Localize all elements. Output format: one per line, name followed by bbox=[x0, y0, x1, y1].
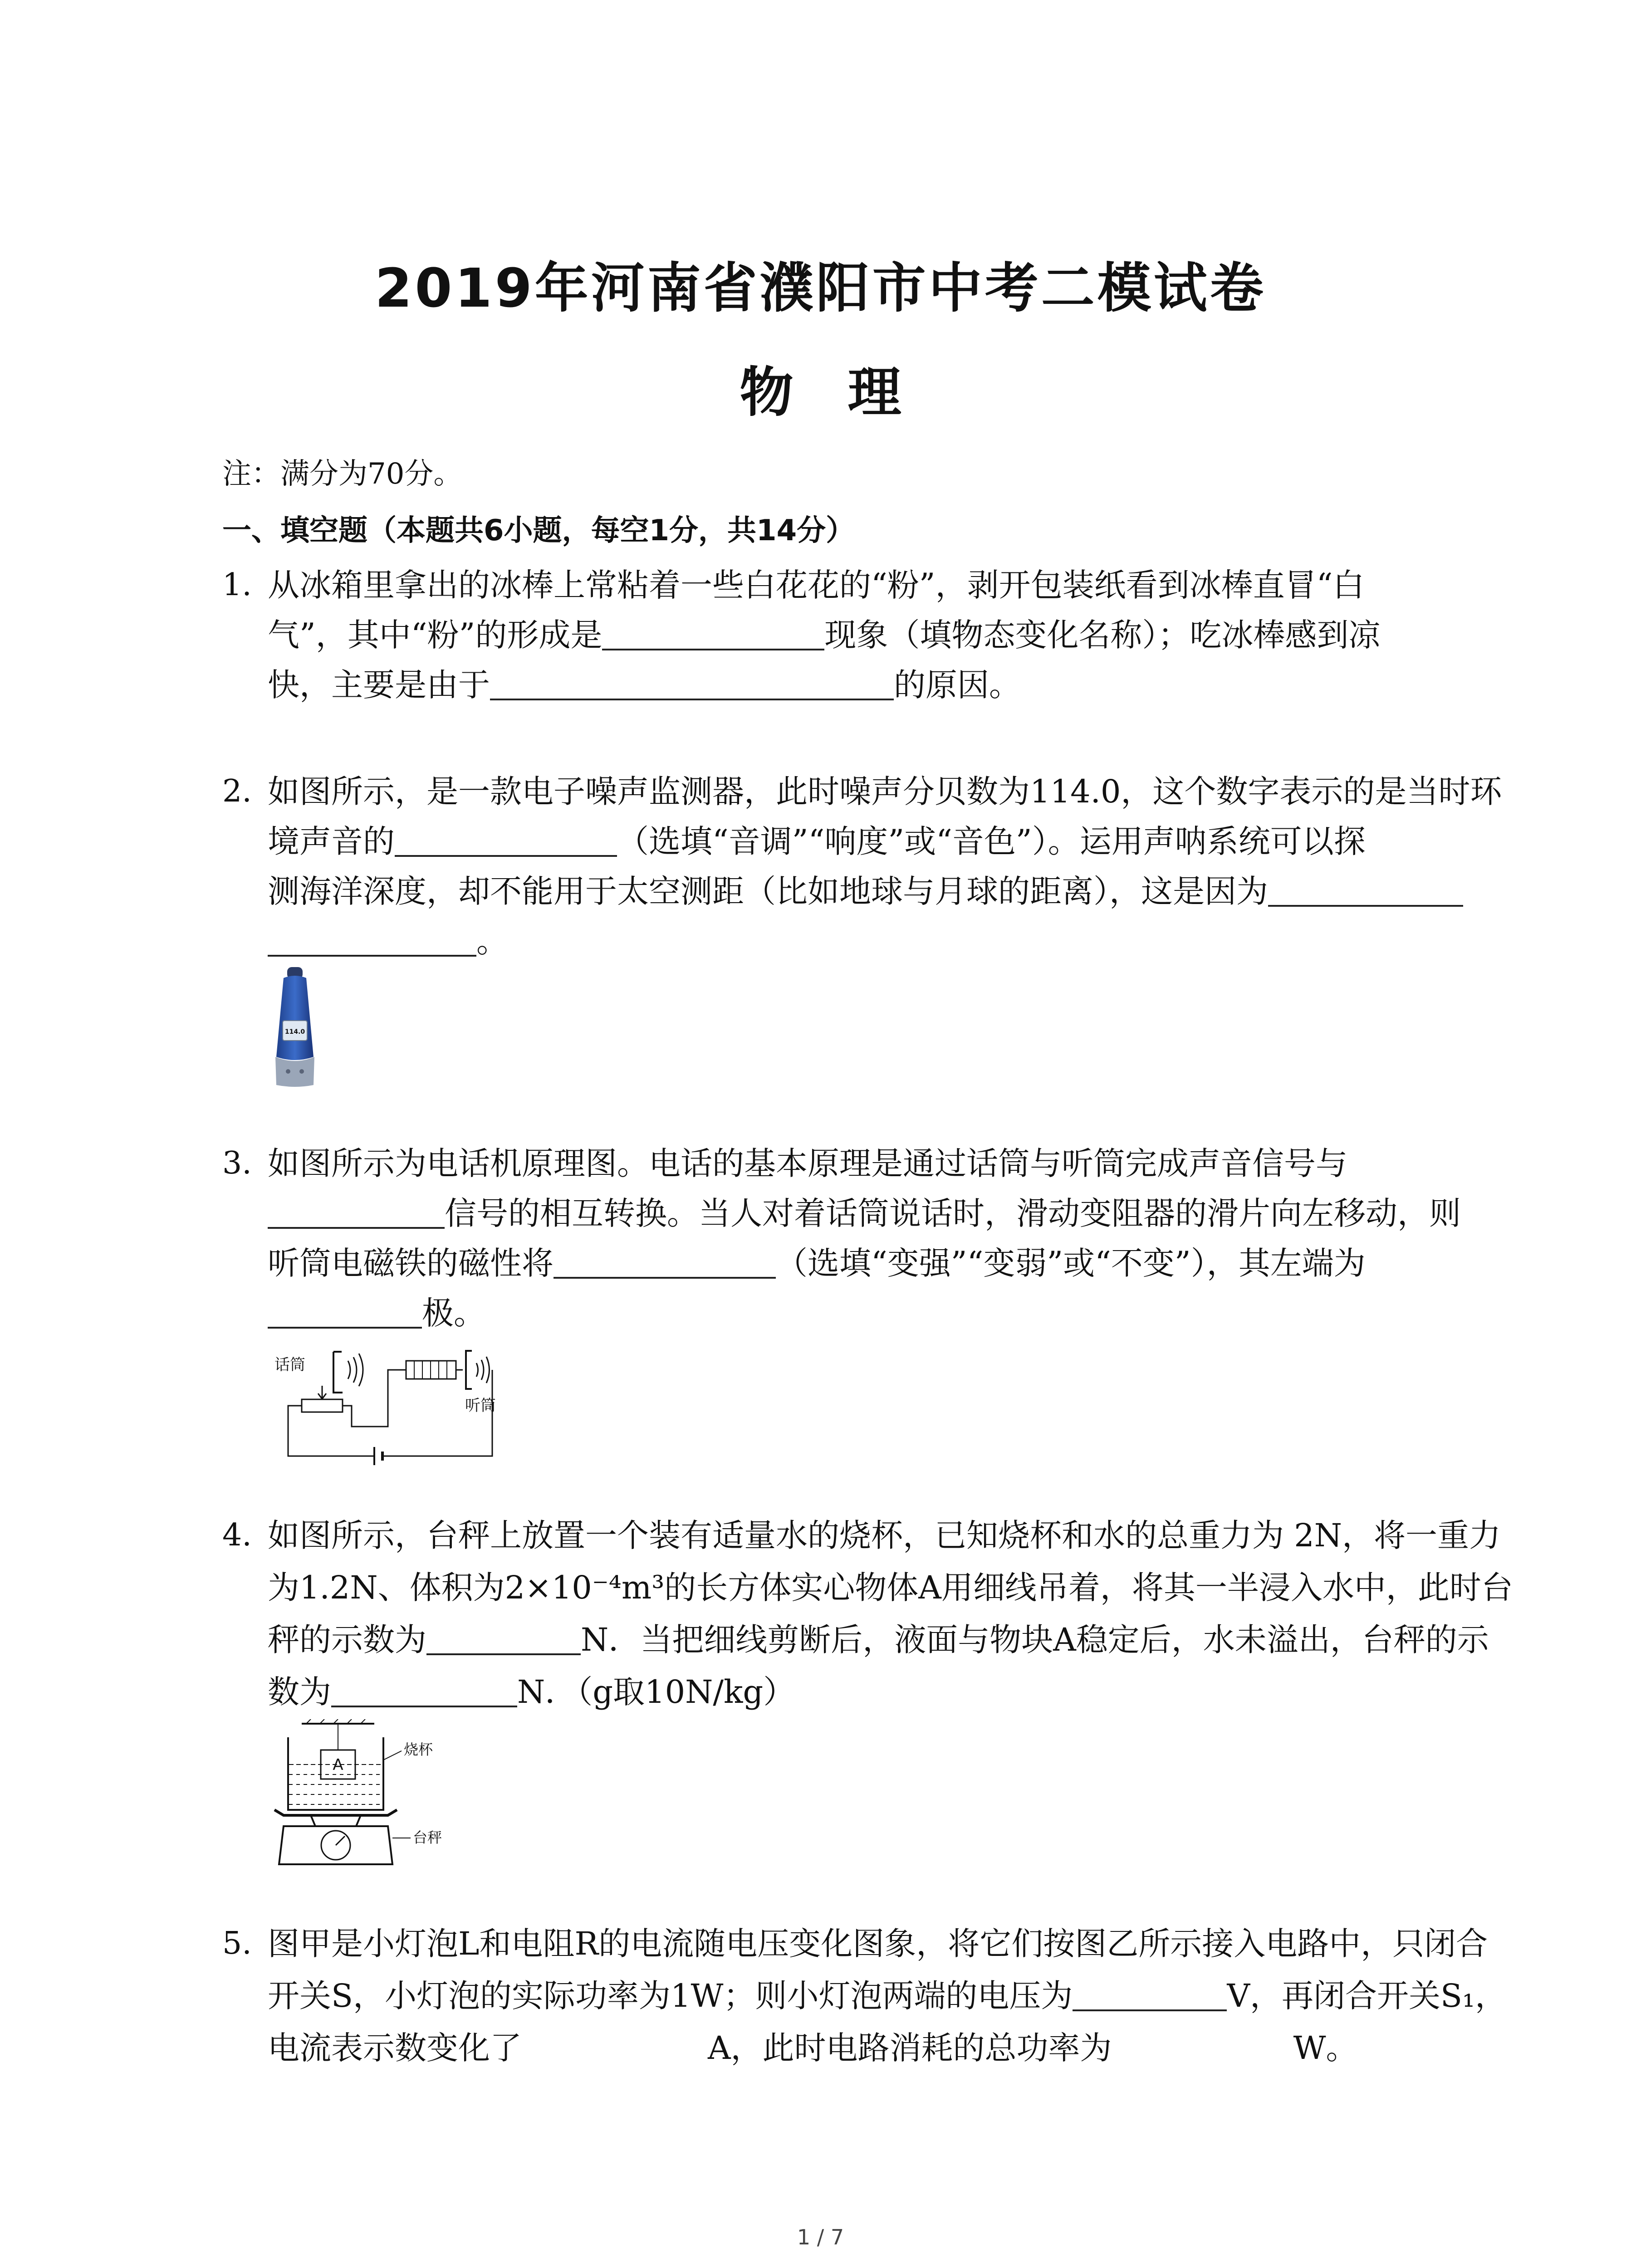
meter-reading: 114.0 bbox=[284, 1028, 305, 1036]
answer-blank[interactable] bbox=[395, 825, 617, 857]
question-number: 2. bbox=[222, 773, 252, 809]
block-a-label: A bbox=[333, 1756, 343, 1774]
question-text-line: 如图所示，是一款电子噪声监测器，此时噪声分贝数为114.0，这个数字表示的是当时环 bbox=[268, 773, 1502, 810]
sound-wave-icon bbox=[359, 1354, 363, 1386]
microphone-label: 话筒 bbox=[274, 1356, 305, 1374]
circuit-wire bbox=[288, 1406, 374, 1456]
meter-button bbox=[299, 1069, 304, 1074]
answer-blank[interactable] bbox=[268, 1297, 422, 1329]
question-number: 5. bbox=[222, 1926, 252, 1961]
question-text-line: 图甲是小灯泡L和电阻R的电流随电压变化图象，将它们按图乙所示接入电路中，只闭合 bbox=[268, 1925, 1488, 1962]
question-text-line: 数为 N．（g取10N/kg） bbox=[268, 1673, 795, 1711]
answer-blank[interactable] bbox=[1268, 875, 1463, 907]
receiver-diaphragm bbox=[466, 1351, 472, 1389]
question-text-line: 极。 bbox=[268, 1293, 485, 1334]
answer-blank[interactable] bbox=[331, 1676, 517, 1707]
question-text-line: 开关S，小灯泡的实际功率为1W；则小灯泡两端的电压为 V，再闭合开关S₁， bbox=[268, 1977, 1507, 2014]
answer-blank[interactable] bbox=[554, 1247, 776, 1279]
question-text-line: 电流表示数变化了 A，此时电路消耗的总功率为 W。 bbox=[268, 2029, 1358, 2067]
question-text-line: 。 bbox=[268, 921, 508, 962]
subject-title: 物理 bbox=[740, 361, 956, 424]
scale-label: 台秤 bbox=[413, 1829, 442, 1846]
question-text-line: 听筒电磁铁的磁性将 （选填“变强”“变弱”或“不变”），其左端为 bbox=[268, 1245, 1366, 1282]
receiver-label: 听筒 bbox=[465, 1397, 496, 1415]
question-text-line: 信号的相互转换。当人对着话筒说话时，滑动变阻器的滑片向左移动，则 bbox=[268, 1193, 1461, 1234]
answer-blank[interactable] bbox=[268, 925, 476, 957]
question-text-line: 如图所示，台秤上放置一个装有适量水的烧杯，已知烧杯和水的总重力为 2N，将一重力 bbox=[268, 1517, 1501, 1554]
question-text-line: 为1.2N、体积为2×10⁻⁴m³的长方体实心物体A用细线吊着，将其一半浸入水中，此时台 bbox=[268, 1569, 1513, 1606]
page-number: 1 / 7 bbox=[797, 2225, 844, 2249]
sound-wave-icon bbox=[353, 1357, 357, 1383]
beaker-scale-figure bbox=[270, 1719, 479, 1882]
question-text-line: 如图所示为电话机原理图。电话的基本原理是通过话筒与听筒完成声音信号与 bbox=[268, 1145, 1347, 1182]
answer-blank[interactable] bbox=[268, 1197, 445, 1229]
question-number: 1. bbox=[222, 567, 252, 603]
question-text-line: 快，主要是由于 的原因。 bbox=[268, 666, 1021, 704]
question-text-line: 气”，其中“粉”的形成是 现象（填物态变化名称）；吃冰棒感到凉 bbox=[268, 616, 1381, 654]
answer-blank[interactable] bbox=[1073, 1980, 1227, 2011]
meter-base bbox=[275, 1057, 314, 1087]
question-text-line: 从冰箱里拿出的冰棒上常粘着一些白花花的“粉”，剥开包装纸看到冰棒直冒“白 bbox=[268, 567, 1365, 604]
question-number: 3. bbox=[222, 1145, 252, 1181]
microphone-diaphragm bbox=[333, 1352, 343, 1393]
rheostat bbox=[302, 1399, 343, 1412]
question-number: 4. bbox=[222, 1517, 252, 1553]
question-text-line: 境声音的 （选填“音调”“响度”或“音色”）。运用声呐系统可以探 bbox=[268, 823, 1366, 860]
section-title: 一、填空题（本题共6小题，每空1分，共14分） bbox=[222, 514, 855, 547]
score-note: 注：满分为70分。 bbox=[222, 457, 463, 491]
meter-button bbox=[286, 1069, 290, 1074]
question-text-line: 秤的示数为 N．当把细线剪断后，液面与物块A稳定后，水未溢出，台秤的示 bbox=[268, 1621, 1489, 1658]
sound-wave-icon bbox=[476, 1363, 478, 1377]
telephone-circuit-figure bbox=[270, 1343, 515, 1470]
meter-body bbox=[276, 976, 314, 1060]
answer-blank[interactable] bbox=[490, 669, 894, 700]
sound-wave-icon bbox=[348, 1361, 350, 1379]
question-text-line: 测海洋深度，却不能用于太空测距（比如地球与月球的距离），这是因为 bbox=[268, 871, 1463, 912]
answer-blank[interactable] bbox=[602, 619, 824, 650]
answer-blank[interactable] bbox=[426, 1623, 581, 1655]
beaker-label: 烧杯 bbox=[404, 1741, 433, 1758]
exam-title: 2019年河南省濮阳市中考二模试卷 bbox=[375, 257, 1266, 319]
noise-meter-figure bbox=[270, 966, 320, 1089]
